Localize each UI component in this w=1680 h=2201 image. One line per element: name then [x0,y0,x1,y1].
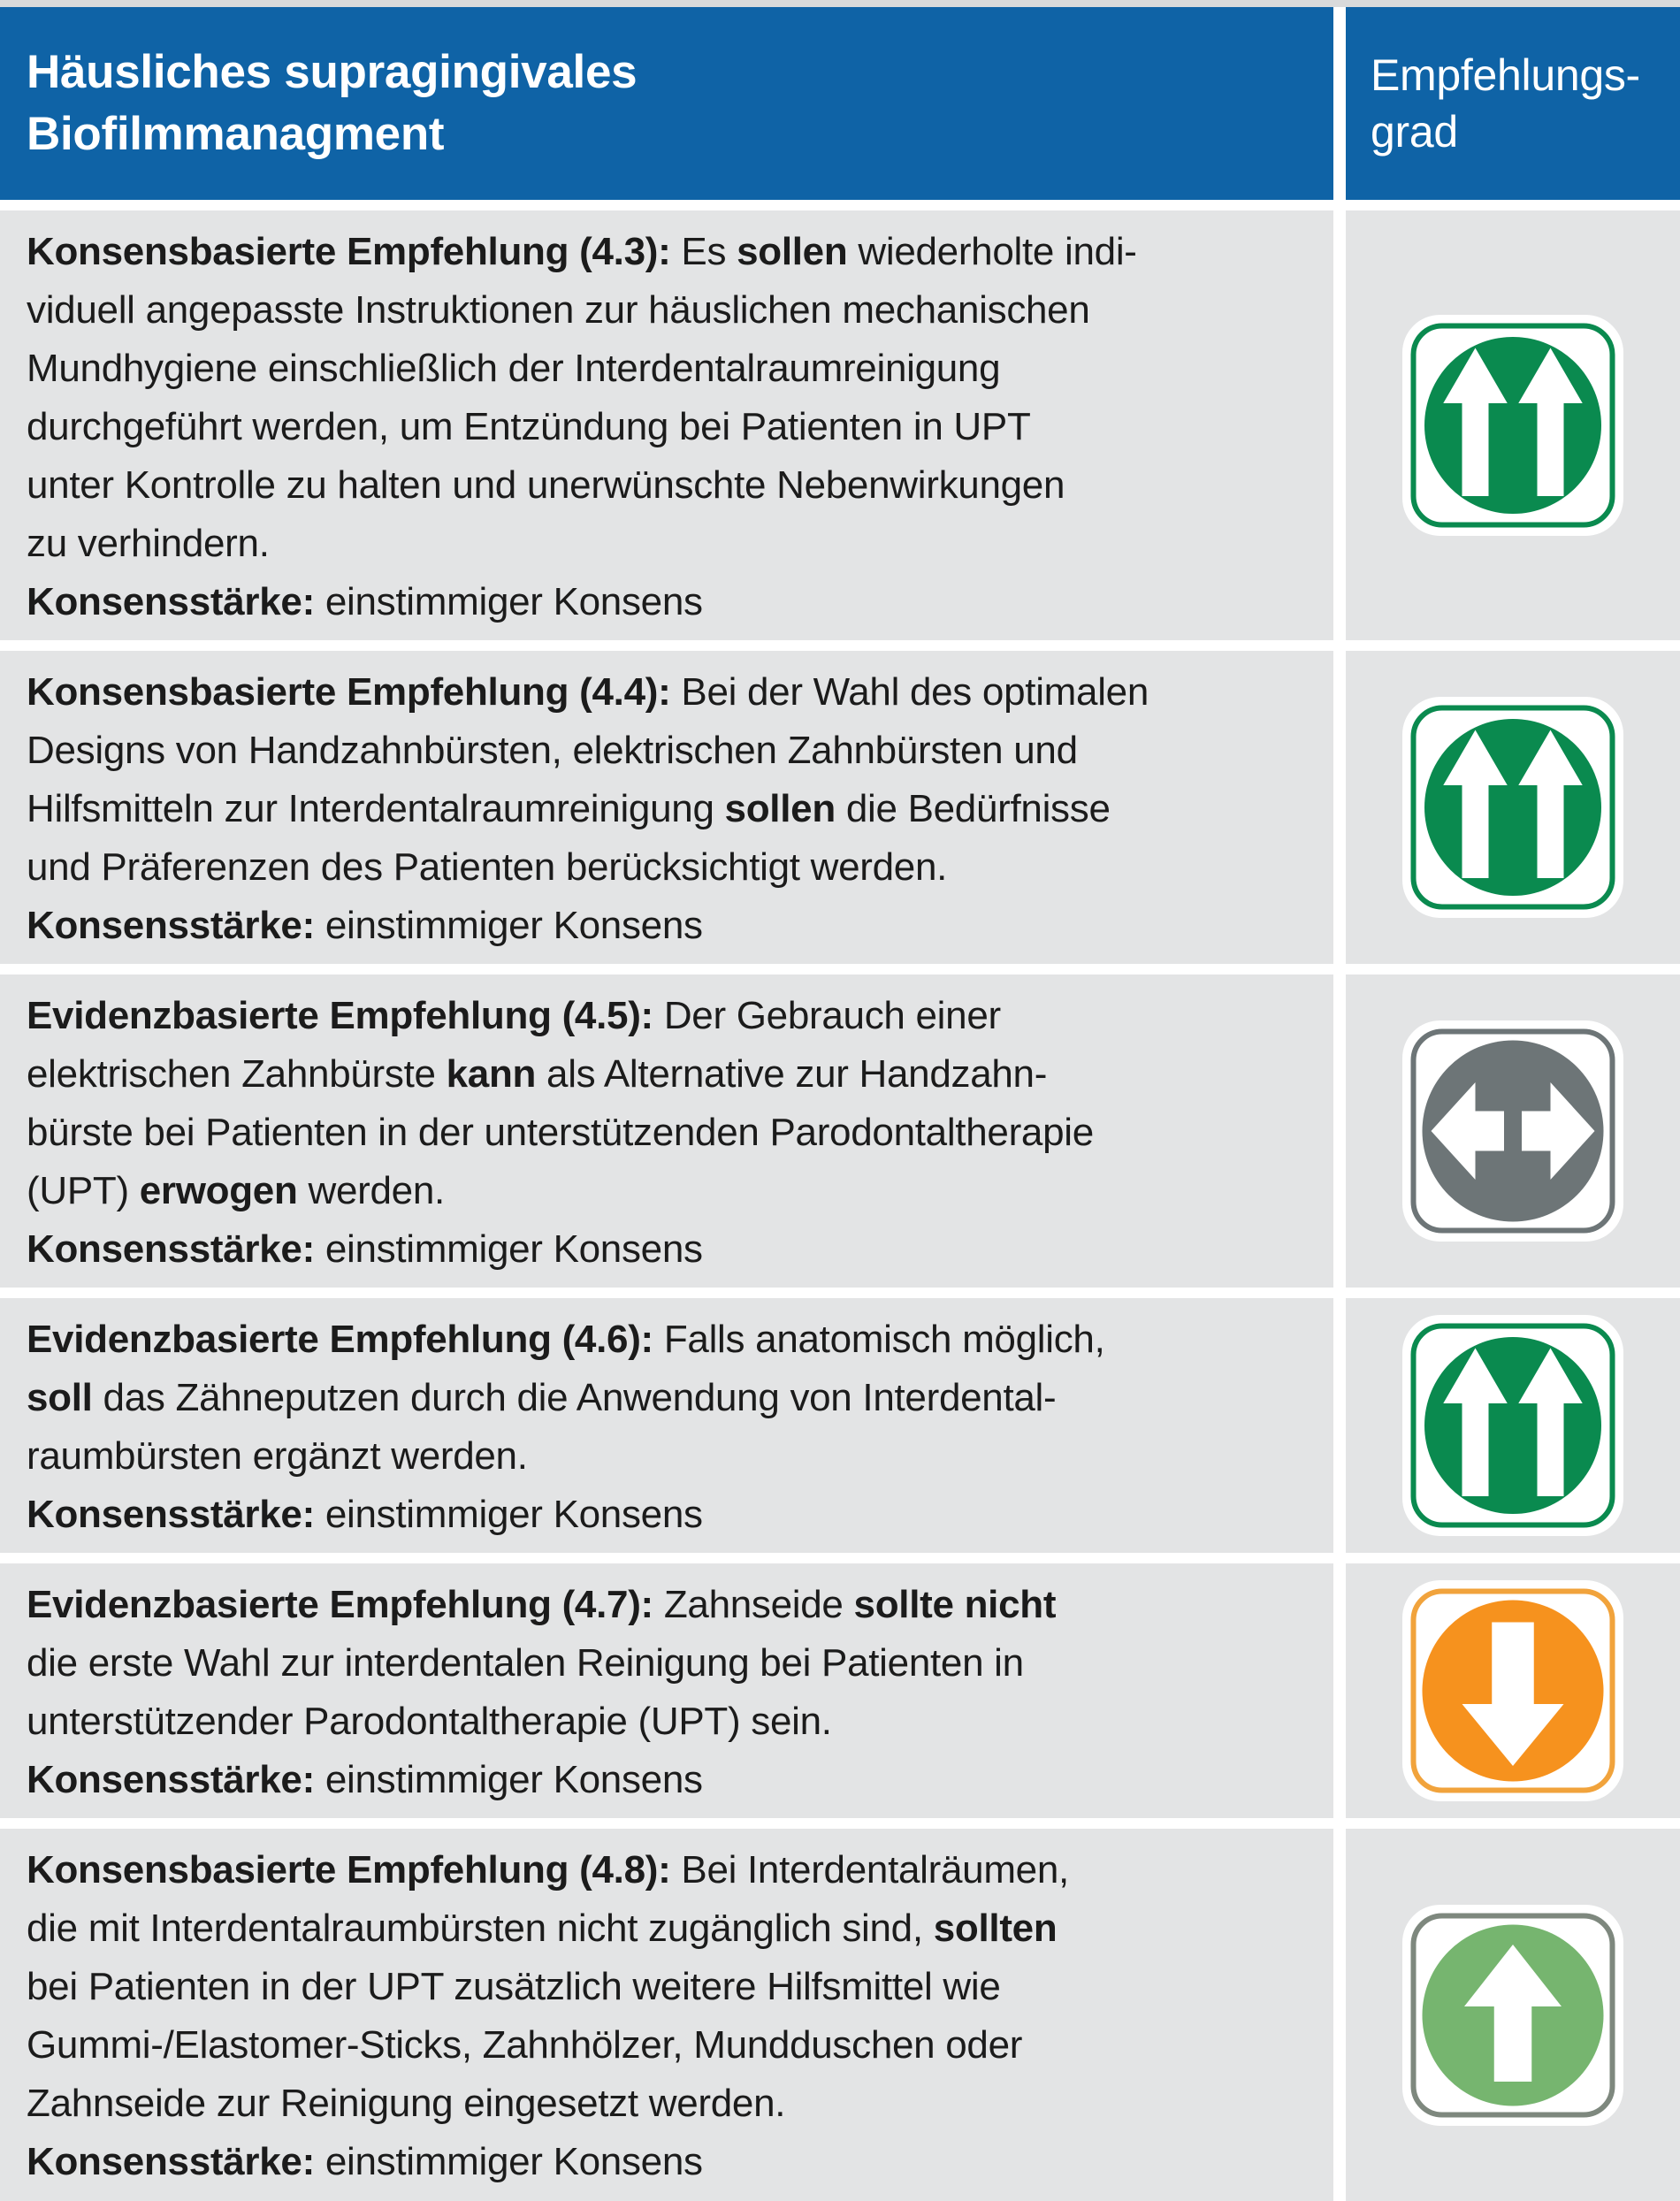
column-divider [1333,1829,1346,2201]
text-line: Konsensstärke: einstimmiger Konsens [27,580,703,623]
double-up-arrows-icon [1402,1315,1623,1536]
grade-cell [1346,1298,1680,1553]
text-line: bürste bei Patienten in der unterstützenden Parodontaltherapie [27,1111,1094,1154]
grade-cell [1346,651,1680,964]
grade-cell [1346,1829,1680,2201]
recommendation-text [0,1829,1333,2201]
text-line: Konsensstärke: einstimmiger Konsens [27,1758,703,1801]
text-line: bei Patienten in der UPT zusätzlich weitere Hilfsmittel wie [27,1965,1001,2008]
recommendation-text [0,210,1333,640]
text-line: die mit Interdentalraumbürsten nicht zugänglich sind, sollten [27,1907,1058,1950]
text-line: Hilfsmitteln zur Interdentalraumreinigung sollen die Bedürfnisse [27,787,1111,830]
column-divider [1333,974,1346,1288]
recommendation-row [0,1829,1680,2201]
text-line: zu verhindern. [27,522,270,565]
text-line: Konsensstärke: einstimmiger Konsens [27,904,703,947]
row-divider [0,1288,1680,1298]
double-up-arrows-icon [1402,697,1623,918]
left-right-arrow-icon [1402,1020,1623,1242]
text-line: Evidenzbasierte Empfehlung (4.6): Falls anatomisch möglich, [27,1318,1105,1361]
recommendation-text [0,651,1333,964]
header-grade-cell [1346,7,1680,200]
column-divider [1333,7,1346,200]
text-line: elektrischen Zahnbürste kann als Alternative zur Handzahn- [27,1052,1048,1096]
column-divider [1333,210,1346,640]
text-line: durchgeführt werden, um Entzündung bei Patienten in UPT [27,405,1031,448]
column-divider [1333,1298,1346,1553]
row-divider [0,200,1680,210]
top-strip [0,0,1680,7]
grade-cell [1346,1563,1680,1818]
text-line: die erste Wahl zur interdentalen Reinigung bei Patienten in [27,1641,1024,1685]
recommendation-text [0,1298,1333,1553]
text-line: Mundhygiene einschließlich der Interdentalraumreinigung [27,347,1001,390]
text-line: Designs von Handzahnbürsten, elektrischen Zahnbürsten und [27,729,1078,772]
recommendation-row [0,974,1680,1288]
rows [0,210,1680,2201]
recommendation-row [0,1298,1680,1553]
grade-header-label-line1: Empfehlungs- [1371,50,1640,100]
recommendation-row [0,651,1680,964]
page-title-line1: Häusliches supragingivales [27,46,638,98]
page-title-line2: Biofilmmanagment [27,108,445,160]
text-line: Konsensbasierte Empfehlung (4.3): Es sollen wiederholte indi- [27,230,1137,273]
text-line: (UPT) erwogen werden. [27,1169,445,1212]
recommendation-text [0,974,1333,1288]
recommendation-row [0,1563,1680,1818]
text-line: Konsensstärke: einstimmiger Konsens [27,1493,703,1536]
text-line: viduell angepasste Instruktionen zur häuslichen mechanischen [27,288,1090,332]
text-line: Konsensbasierte Empfehlung (4.4): Bei der Wahl des optimalen [27,670,1149,714]
text-line: Konsensstärke: einstimmiger Konsens [27,1227,703,1271]
recommendation-row [0,210,1680,640]
down-arrow-icon [1402,1580,1623,1801]
grade-cell [1346,974,1680,1288]
row-divider [0,1818,1680,1829]
grade-header-label-line2: grad [1371,107,1458,157]
text-line: und Präferenzen des Patienten berücksichtigt werden. [27,845,948,889]
header-title-cell [0,7,1333,200]
row-divider [0,640,1680,651]
column-divider [1333,651,1346,964]
row-divider [0,1553,1680,1563]
grade-cell [1346,210,1680,640]
single-up-arrow-icon [1402,1905,1623,2126]
text-line: unter Kontrolle zu halten und unerwünschte Nebenwirkungen [27,463,1065,507]
double-up-arrows-icon [1402,315,1623,536]
row-divider [0,964,1680,974]
text-line: Evidenzbasierte Empfehlung (4.5): Der Gebrauch einer [27,994,1001,1037]
table-header [0,7,1680,200]
text-line: Zahnseide zur Reinigung eingesetzt werden. [27,2082,786,2125]
column-divider [1333,1563,1346,1818]
text-line: Konsensbasierte Empfehlung (4.8): Bei Interdentalräumen, [27,1848,1069,1891]
text-line: Evidenzbasierte Empfehlung (4.7): Zahnseide sollte nicht [27,1583,1057,1626]
text-line: soll das Zähneputzen durch die Anwendung von Interdental- [27,1376,1057,1419]
text-line: Gummi-/Elastomer-Sticks, Zahnhölzer, Mundduschen oder [27,2023,1023,2067]
text-line: Konsensstärke: einstimmiger Konsens [27,2140,703,2183]
text-line: raumbürsten ergänzt werden. [27,1434,528,1478]
text-line: unterstützender Parodontaltherapie (UPT) sein. [27,1700,832,1743]
recommendation-text [0,1563,1333,1818]
